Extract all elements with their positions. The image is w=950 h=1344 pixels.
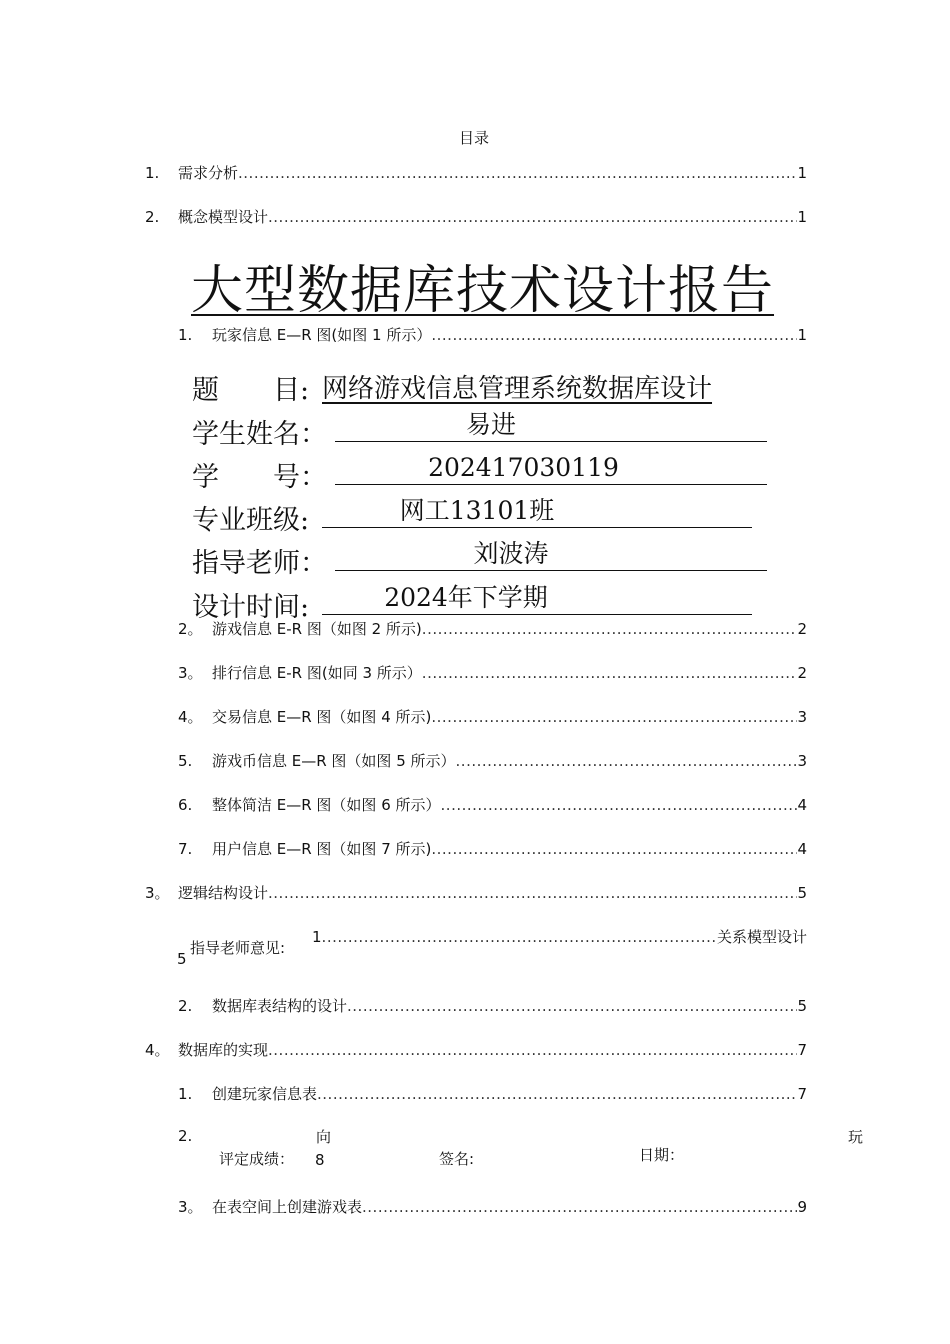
toc-entry[interactable] bbox=[178, 1083, 807, 1103]
toc-entry-number: 3。 bbox=[178, 1198, 203, 1216]
toc-entry-page: 7 bbox=[797, 1041, 807, 1059]
toc-entry-label: 用户信息 E—R 图（如图 7 所示) bbox=[212, 840, 432, 858]
toc-entry-page: 5 bbox=[797, 884, 807, 902]
toc-entry[interactable] bbox=[178, 706, 807, 726]
toc-entry[interactable] bbox=[178, 750, 807, 770]
report-title: 大型数据库技术设计报告 bbox=[191, 261, 775, 321]
toc-entry-page: 9 bbox=[797, 1198, 807, 1216]
toc-entry-label: 交易信息 E—R 图（如图 4 所示) bbox=[212, 708, 432, 726]
student-id-value: 202417030119 bbox=[335, 451, 767, 485]
toc-entry-label: 概念模型设计 bbox=[178, 208, 269, 226]
toc-entry-number: 1. bbox=[178, 326, 193, 344]
teacher-label: 指导老师： bbox=[192, 548, 327, 579]
toc-entry-page: 3 bbox=[797, 708, 807, 726]
toc-entry-number: 2。 bbox=[178, 620, 203, 638]
toc-entry-label: 玩家信息 E—R 图(如图 1 所示） bbox=[212, 326, 432, 344]
toc-entry-label: 游戏信息 E-R 图（如图 2 所示) bbox=[212, 620, 422, 638]
toc-leader-dots bbox=[431, 708, 797, 726]
toc-entry-number: 1. bbox=[145, 164, 160, 182]
toc-leader-dots bbox=[268, 884, 797, 902]
toc-leader-dots bbox=[347, 997, 797, 1015]
student-id-label: 学 号： bbox=[192, 462, 327, 493]
toc-entry-page: 1 bbox=[797, 164, 807, 182]
toc-leader-dots bbox=[422, 664, 798, 682]
toc-entry-number: 3。 bbox=[145, 884, 170, 902]
toc-entry[interactable] bbox=[145, 1039, 807, 1059]
toc-leader-dots bbox=[238, 164, 797, 182]
topic-value: 网络游戏信息管理系统数据库设计 bbox=[322, 374, 713, 404]
toc-entry[interactable] bbox=[145, 882, 807, 902]
toc-entry-number: 7. bbox=[178, 840, 193, 858]
toc-leader-dots bbox=[322, 928, 717, 946]
toc-entry[interactable] bbox=[178, 838, 807, 858]
toc-entry[interactable] bbox=[178, 1196, 807, 1216]
design-time-value: 2024年下学期 bbox=[322, 581, 752, 615]
toc-entry[interactable] bbox=[178, 662, 807, 682]
toc-entry[interactable] bbox=[178, 995, 807, 1015]
toc-leader-dots bbox=[422, 620, 798, 638]
toc-entry-number: 3。 bbox=[178, 664, 203, 682]
toc-entry-page: 1 bbox=[797, 326, 807, 344]
toc-entry-page: 5 bbox=[797, 997, 807, 1015]
toc-entry-page: 1 bbox=[797, 208, 807, 226]
toc-entry-page: 5 bbox=[177, 950, 187, 968]
toc-entry-label: 在表空间上创建游戏表 bbox=[212, 1198, 363, 1216]
toc-leader-dots bbox=[431, 326, 797, 344]
toc-leader-dots bbox=[362, 1198, 797, 1216]
design-time-label: 设计时间: bbox=[192, 592, 310, 623]
signature-label: 签名: bbox=[439, 1150, 475, 1168]
toc-entry-label: 需求分析 bbox=[178, 164, 239, 182]
toc-entry-number: 2. bbox=[145, 208, 160, 226]
topic-label: 题 目: bbox=[192, 375, 310, 406]
toc-entry-number: 6. bbox=[178, 796, 193, 814]
toc-entry[interactable] bbox=[178, 618, 807, 638]
toc-entry-page: 2 bbox=[797, 620, 807, 638]
toc-entry-page: 7 bbox=[797, 1085, 807, 1103]
grade-label: 评定成绩： bbox=[219, 1150, 295, 1168]
toc-entry[interactable] bbox=[145, 206, 807, 226]
toc-entry-page: 2 bbox=[797, 664, 807, 682]
toc-entry-page: 4 bbox=[797, 796, 807, 814]
toc-entry-page: 3 bbox=[797, 752, 807, 770]
toc-entry[interactable] bbox=[178, 794, 807, 814]
toc-entry-number: 4。 bbox=[178, 708, 203, 726]
toc-leader-dots bbox=[317, 1085, 797, 1103]
toc-heading: 目录 bbox=[459, 129, 490, 147]
toc-entry-number: 2. bbox=[178, 1127, 193, 1145]
toc-entry-page: 4 bbox=[797, 840, 807, 858]
toc-leader-dots bbox=[268, 1041, 797, 1059]
toc-entry-number: 5. bbox=[178, 752, 193, 770]
class-value: 网工13101班 bbox=[322, 494, 752, 528]
toc-entry-label: 整体简洁 E—R 图（如图 6 所示） bbox=[212, 796, 441, 814]
toc-entry-label: 数据库表结构的设计 bbox=[212, 997, 348, 1015]
toc-entry-label: 创建玩家信息表 bbox=[212, 1085, 318, 1103]
toc-entry[interactable] bbox=[312, 926, 807, 946]
toc-entry-label: 逻辑结构设计 bbox=[178, 884, 269, 902]
toc-entry[interactable] bbox=[178, 324, 807, 344]
class-label: 专业班级: bbox=[192, 505, 310, 536]
toc-entry-label: 关系模型设计 bbox=[716, 928, 807, 946]
student-name-label: 学生姓名： bbox=[192, 419, 327, 450]
teacher-value: 刘波涛 bbox=[335, 537, 767, 571]
toc-leader-dots bbox=[456, 752, 798, 770]
toc-entry-label-tail: 玩 bbox=[848, 1128, 864, 1146]
toc-entry-label: 排行信息 E-R 图(如同 3 所示） bbox=[212, 664, 422, 682]
toc-leader-dots bbox=[431, 840, 797, 858]
toc-entry-label: 向 bbox=[316, 1128, 332, 1146]
toc-entry-number: 1. bbox=[178, 1085, 193, 1103]
toc-entry-number: 4。 bbox=[145, 1041, 170, 1059]
toc-leader-dots bbox=[268, 208, 797, 226]
toc-entry-page: 8 bbox=[315, 1151, 325, 1169]
date-label: 日期： bbox=[639, 1146, 685, 1164]
toc-entry-number: 2. bbox=[178, 997, 193, 1015]
toc-entry-label: 数据库的实现 bbox=[178, 1041, 269, 1059]
toc-leader-dots bbox=[441, 796, 798, 814]
toc-entry-label: 游戏币信息 E—R 图（如图 5 所示） bbox=[212, 752, 456, 770]
toc-entry-number: 1 bbox=[312, 928, 322, 946]
teacher-opinion-label: 指导老师意见: bbox=[190, 939, 286, 957]
student-name-value: 易进 bbox=[335, 408, 767, 442]
toc-entry[interactable] bbox=[145, 162, 807, 182]
